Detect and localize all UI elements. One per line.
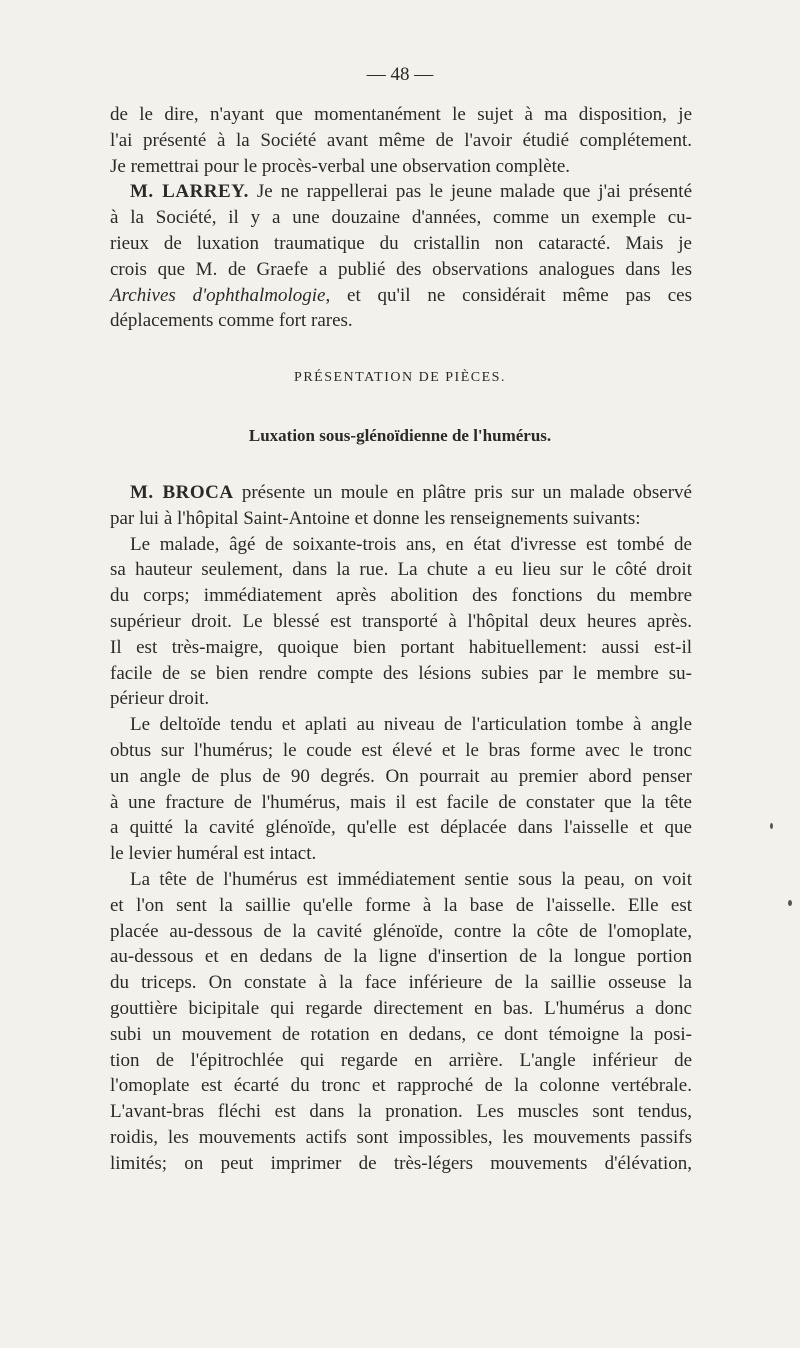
line-text: Il est très-maigre, quoique bien portant habituellement: aussi est-il	[110, 636, 692, 658]
text-block-main	[110, 480, 692, 1177]
journal-title: Archives d'ophthalmologie	[110, 284, 326, 306]
line-text: L'avant-bras fléchi est dans la pronation. Les muscles sont tendus,	[110, 1101, 692, 1123]
line-text: du triceps. On constate à la face inférieure de la saillie osseuse la	[110, 972, 692, 994]
text-line	[110, 283, 692, 309]
line-text: à une fracture de l'humérus, mais il est facile de constater que la tête	[110, 791, 692, 813]
text-line	[110, 738, 692, 764]
line-text: du corps; immédiatement après abolition des fonctions du membre	[110, 585, 692, 607]
line-text: et l'on sent la saillie qu'elle forme à la base de l'aisselle. Elle est	[110, 894, 692, 916]
text-line	[110, 128, 692, 154]
line-text: le levier huméral est intact.	[110, 843, 317, 865]
line-text: l'ai présenté à la Société avant même de l'avoir étudié complétement.	[110, 129, 692, 151]
text-line	[110, 1048, 692, 1074]
line-text: supérieur droit. Le blessé est transporté à l'hôpital deux heures après.	[110, 610, 692, 632]
text-line	[110, 179, 692, 205]
text-line	[110, 257, 692, 283]
line-text: périeur droit.	[110, 688, 210, 710]
paragraph	[110, 712, 692, 867]
speaker-name: M. BROCA	[130, 482, 234, 503]
line-text: a quitté la cavité glénoïde, qu'elle est déplacée dans l'aisselle et que	[110, 817, 692, 839]
text-line	[110, 231, 692, 257]
line-text: gouttière bicipitale qui regarde directement en bas. L'humérus a donc	[110, 997, 692, 1019]
text-line	[110, 893, 692, 919]
text-line	[110, 102, 692, 128]
text-line	[110, 480, 692, 506]
line-text: de le dire, n'ayant que momentanément le sujet à ma disposition, je	[110, 104, 692, 125]
line-text: placée au-dessous de la cavité glénoïde, contre la côte de l'omoplate,	[110, 920, 692, 942]
text-line	[110, 506, 692, 532]
paragraph	[110, 179, 692, 334]
text-line	[110, 764, 692, 790]
text-line	[110, 154, 692, 180]
line-text: La tête de l'humérus est immédiatement sentie sous la peau, on voit	[130, 868, 692, 890]
line-text: l'omoplate est écarté du tronc et rapproché de la colonne vertébrale.	[110, 1075, 692, 1097]
paragraph	[110, 480, 692, 532]
line-text: limités; on peut imprimer de très-légers mouvements d'élévation,	[110, 1152, 692, 1174]
article-subheading: Luxation sous-glénoïdienne de l'humérus.	[248, 426, 552, 445]
paragraph	[110, 532, 692, 713]
text-line	[110, 1073, 692, 1099]
text-line	[110, 557, 692, 583]
text-line	[110, 1022, 692, 1048]
paragraph	[110, 867, 692, 1177]
text-line	[110, 841, 692, 867]
text-line	[110, 815, 692, 841]
speaker-name: M. LARREY.	[130, 181, 249, 203]
scan-speck	[770, 823, 773, 829]
text-line	[110, 1125, 692, 1151]
line-text: Je ne rappellerai pas le jeune malade que j'ai présenté	[248, 181, 693, 203]
page-number: — 48 —	[366, 64, 434, 85]
text-line	[110, 609, 692, 635]
text-line	[110, 1151, 692, 1177]
line-text: subi un mouvement de rotation en dedans, ce dont témoigne la posi-	[110, 1023, 692, 1045]
text-line	[110, 944, 692, 970]
text-line	[110, 712, 692, 738]
text-line	[110, 970, 692, 996]
text-line	[110, 919, 692, 945]
text-line	[110, 532, 692, 558]
section-heading: PRÉSENTATION DE PIÈCES.	[294, 370, 506, 385]
text-line	[110, 790, 692, 816]
line-text: roidis, les mouvements actifs sont impossibles, les mouvements passifs	[110, 1126, 692, 1148]
line-text: rieux de luxation traumatique du cristallin non cataracté. Mais je	[110, 232, 692, 254]
line-text: par lui à l'hôpital Saint-Antoine et donne les renseignements suivants:	[110, 507, 641, 529]
text-block-top	[110, 102, 692, 334]
line-text: à la Société, il y a une douzaine d'années, comme un exemple cu-	[110, 207, 692, 229]
text-line	[110, 996, 692, 1022]
line-text: tion de l'épitrochlée qui regarde en arrière. L'angle inférieur de	[110, 1049, 692, 1071]
text-line	[110, 308, 692, 334]
line-text: au-dessous et en dedans de la ligne d'insertion de la longue portion	[110, 946, 692, 968]
line-text: Archives d'ophthalmologie, et qu'il ne considérait même pas ces	[110, 284, 692, 306]
text-line	[110, 635, 692, 661]
scan-speck	[788, 900, 792, 906]
line-text: déplacements comme fort rares.	[110, 310, 353, 332]
paragraph	[110, 102, 692, 179]
text-line	[110, 205, 692, 231]
line-text: un angle de plus de 90 degrés. On pourrait au premier abord penser	[110, 765, 692, 787]
line-text: présente un moule en plâtre pris sur un malade observé	[233, 482, 692, 503]
text-line	[110, 583, 692, 609]
text-line	[110, 867, 692, 893]
text-line	[110, 686, 692, 712]
line-text: Je remettrai pour le procès-verbal une observation complète.	[110, 155, 571, 177]
line-text: Le malade, âgé de soixante-trois ans, en état d'ivresse est tombé de	[130, 533, 692, 555]
line-text: crois que M. de Graefe a publié des observations analogues dans les	[110, 258, 692, 280]
text-line	[110, 661, 692, 687]
line-text: Le deltoïde tendu et aplati au niveau de l'articulation tombe à angle	[130, 714, 692, 736]
text-line	[110, 1099, 692, 1125]
line-text: sa hauteur seulement, dans la rue. La chute a eu lieu sur le côté droit	[110, 559, 692, 581]
line-text: facile de se bien rendre compte des lésions subies par le membre su-	[110, 662, 692, 684]
line-text: obtus sur l'humérus; le coude est élevé et le bras forme avec le tronc	[110, 739, 692, 761]
